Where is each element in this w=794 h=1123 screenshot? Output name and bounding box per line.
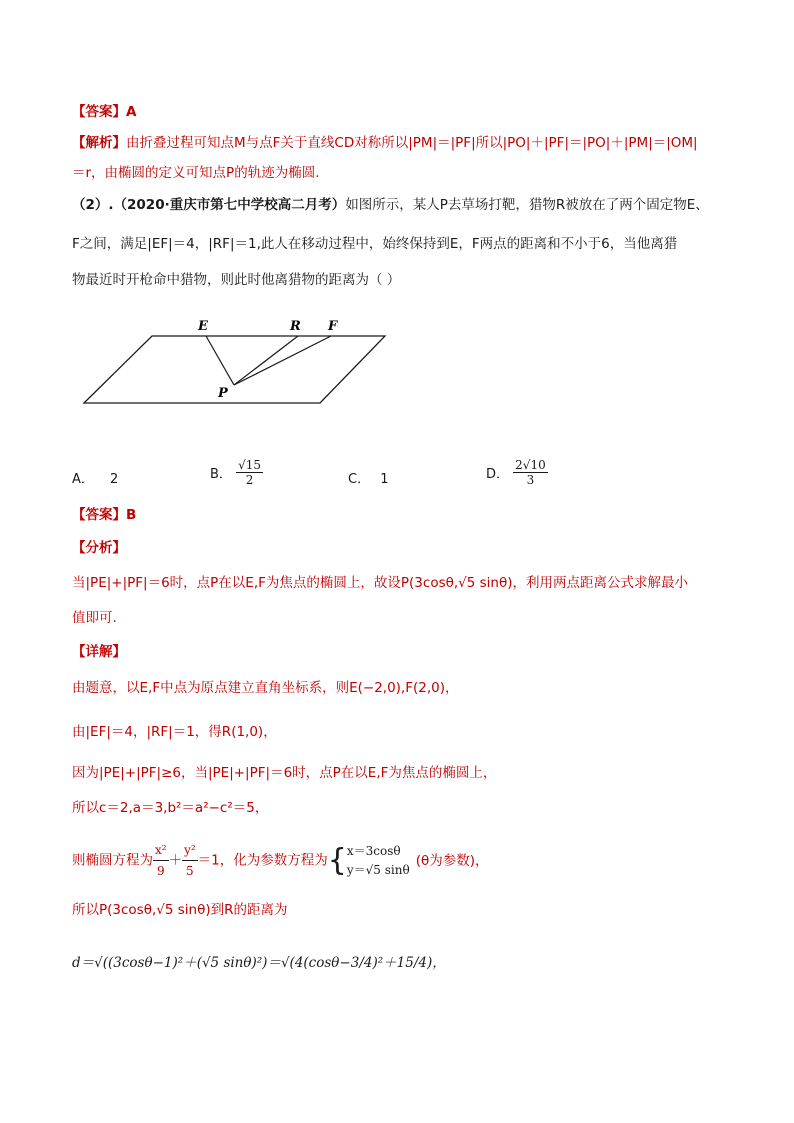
detail-line-6: 所以P(3cosθ,√5 sinθ)到R的距离为: [72, 902, 288, 918]
segment-pr: [234, 336, 298, 385]
detail-line-5-suffix: (θ为参数)，: [415, 852, 489, 869]
analysis-2-tag: 【分析】: [72, 540, 126, 556]
frac-y-num: y²: [182, 840, 198, 861]
answer-2-value: B: [126, 507, 137, 523]
question-2-text-1: 如图所示，某人P去草场打靶，猎物R被放在了两个固定物E、: [345, 197, 709, 213]
analysis-2-line-2: 值即可.: [72, 610, 117, 626]
answer-2-tag: 【答案】: [72, 507, 126, 523]
detail-line-2: 由|EF|＝4，|RF|＝1，得R(1,0)，: [72, 724, 277, 740]
segment-pf: [234, 336, 331, 385]
question-2-text-2: F之间，满足|EF|＝4，|RF|＝1,此人在移动过程中，始终保持到E，F两点的距离和不小于6，当他离猎: [72, 236, 678, 252]
analysis-1-line-2: [72, 163, 319, 183]
detail-line-1: 由题意，以E,F中点为原点建立直角坐标系，则E(−2,0),F(2,0)，: [72, 680, 459, 696]
option-d-num: 2√10: [515, 458, 546, 472]
label-f: F: [328, 319, 338, 334]
option-c-label: C．: [348, 472, 371, 487]
analysis-2-line-1: 当|PE|+|PF|＝6时，点P在以E,F为焦点的椭圆上，故设P(3cosθ,√5 sinθ)，利用两点距离公式求解最小: [72, 575, 689, 591]
option-a: [72, 468, 118, 487]
analysis-1-line-1: [72, 133, 698, 153]
option-d-fraction: [513, 458, 548, 487]
field-parallelogram: [84, 336, 385, 403]
frac-x-den: 9: [156, 864, 165, 878]
option-b-label: B．: [210, 467, 232, 482]
answer-1-value: A: [126, 104, 137, 120]
detail-line-5-middle: ＝1，化为参数方程为: [197, 852, 328, 869]
plus-sign: ＋: [168, 852, 183, 869]
system-brace: {: [327, 842, 347, 878]
option-d: [486, 458, 548, 487]
distance-formula: d＝√((3cosθ−1)²＋(√5 sinθ)²)＝√(4(cosθ−3/4)²＋15/4)，: [72, 955, 446, 971]
system-eq-1: x＝3cosθ: [346, 843, 401, 858]
answer-2: [72, 505, 136, 525]
question-2-line-1: [72, 195, 709, 215]
label-r: R: [290, 319, 301, 334]
segment-pe: [206, 336, 234, 385]
option-d-label: D．: [486, 467, 510, 482]
detail-tag: 【详解】: [72, 644, 126, 660]
option-c: [348, 468, 389, 487]
frac-y-den: 5: [186, 864, 194, 878]
detail-line-5-prefix: 则椭圆方程为: [72, 852, 153, 869]
question-2-line-3: [72, 270, 400, 290]
answer-1-tag: 【答案】: [72, 104, 126, 120]
option-b: [210, 458, 263, 487]
option-c-text: 1: [380, 472, 389, 487]
detail-line-5: [72, 840, 488, 880]
option-a-label: A．: [72, 472, 94, 487]
answer-1: [72, 102, 136, 122]
question-2-line-2: [72, 234, 677, 254]
frac-x-num: x²: [153, 840, 169, 861]
analysis-1-tag: 【解析】: [72, 135, 126, 151]
label-p: P: [218, 386, 228, 401]
question-2-source: （2）.（2020·重庆市第七中学校高二月考）: [72, 197, 346, 213]
option-b-num: √15: [238, 458, 261, 472]
frac-x: [153, 840, 169, 881]
system-eq-2: y＝√5 sinθ: [346, 862, 410, 877]
frac-y: [182, 840, 198, 881]
label-e: E: [198, 319, 208, 334]
detail-line-3: 因为|PE|+|PF|≥6，当|PE|+|PF|＝6时，点P在以E,F为焦点的椭圆上，: [72, 765, 497, 781]
option-a-text: 2: [110, 472, 119, 487]
parallelogram-figure: [76, 312, 396, 412]
question-2-text-3: 物最近时开枪命中猎物，则此时他离猎物的距离为（ ）: [72, 272, 401, 288]
option-d-den: 3: [526, 473, 535, 487]
option-b-fraction: [236, 458, 263, 487]
option-b-den: 2: [245, 473, 254, 487]
analysis-1-text-1: 由折叠过程可知点M与点F关于直线CD对称所以|PM|＝|PF|所以|PO|＋|PF|＝|PO|＋|PM|＝|OM|: [126, 135, 698, 151]
analysis-1-text-2: ＝r，由椭圆的定义可知点P的轨迹为椭圆.: [72, 165, 320, 181]
detail-line-4: 所以c＝2,a＝3,b²＝a²−c²＝5，: [72, 800, 269, 816]
parametric-system: [347, 842, 410, 880]
